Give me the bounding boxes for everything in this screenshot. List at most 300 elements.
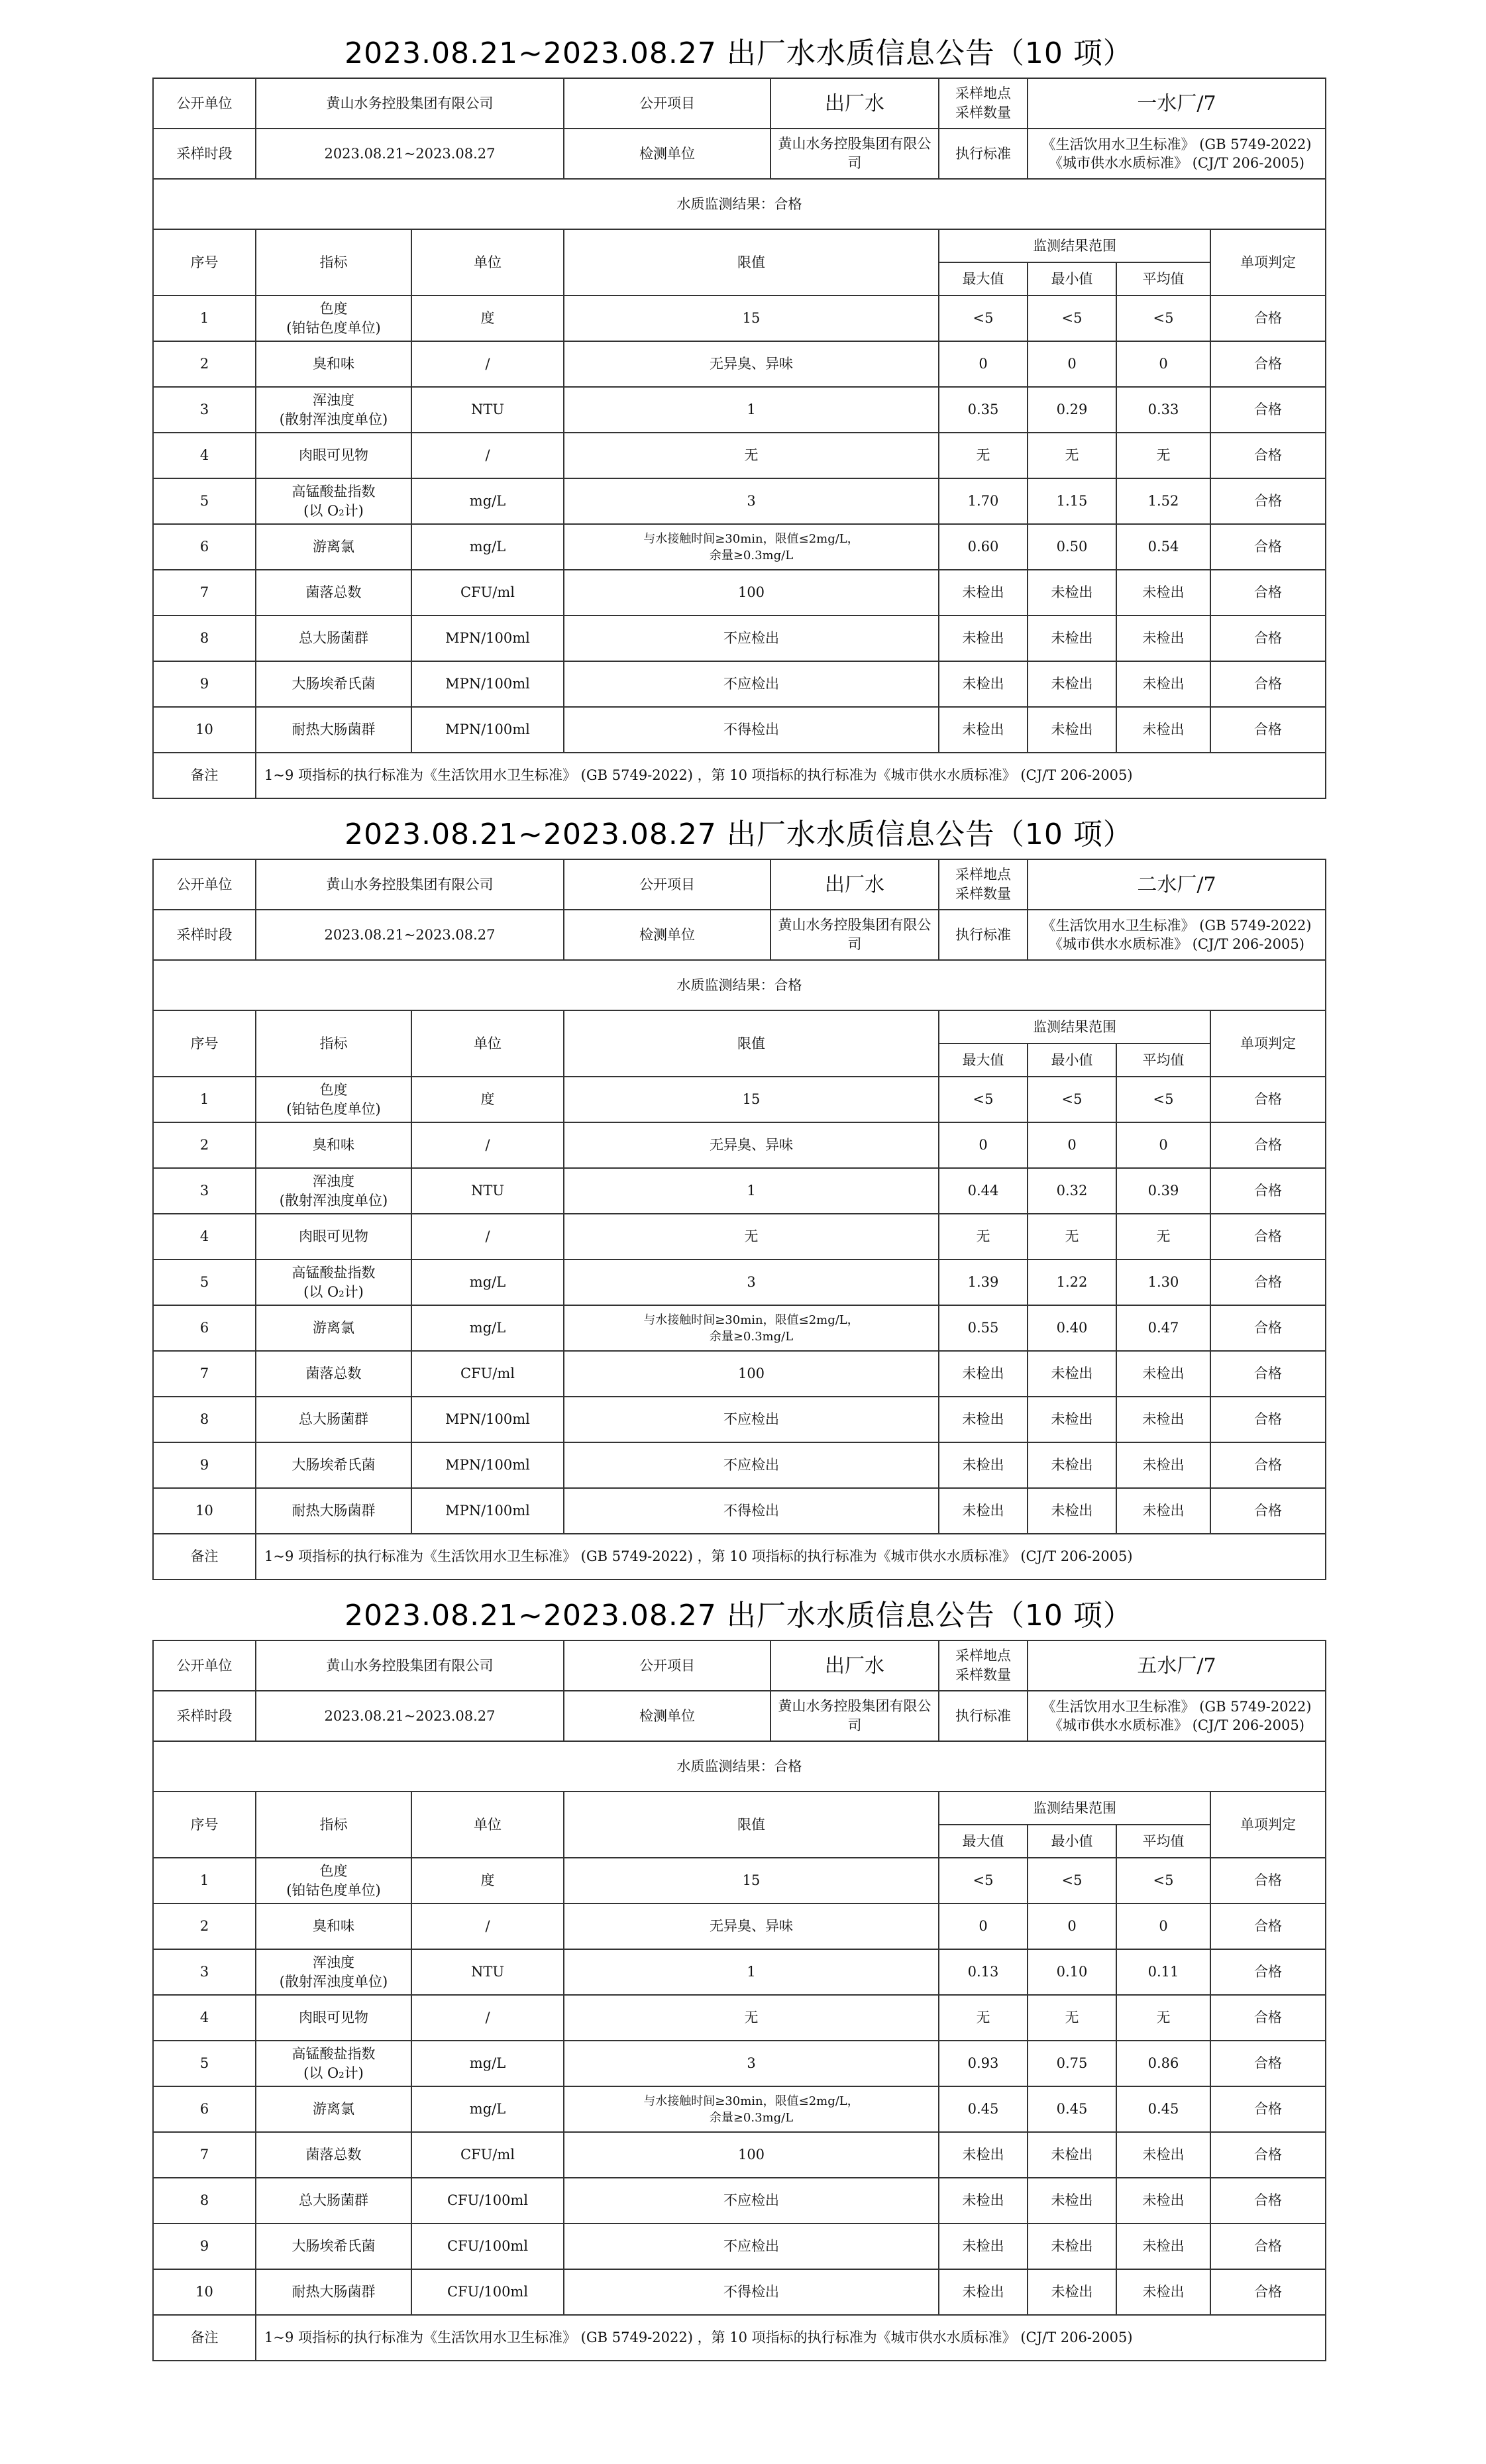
note-label: 备注 bbox=[153, 1534, 256, 1580]
row-min: 未检出 bbox=[1028, 570, 1116, 616]
row-unit: mg/L bbox=[411, 524, 564, 570]
org-label: 公开单位 bbox=[153, 859, 256, 910]
indicator-line: (散射浑浊度单位) bbox=[279, 1192, 388, 1208]
row-unit: / bbox=[411, 1995, 564, 2041]
test-unit-label: 检测单位 bbox=[564, 1691, 770, 1741]
test-unit-label: 检测单位 bbox=[564, 129, 770, 179]
row-min: 未检出 bbox=[1028, 2223, 1116, 2269]
row-min: 1.15 bbox=[1028, 478, 1116, 524]
row-unit: MPN/100ml bbox=[411, 616, 564, 661]
test-unit-label: 检测单位 bbox=[564, 910, 770, 960]
limit-line: 1 bbox=[747, 402, 756, 417]
table-row bbox=[153, 433, 1326, 478]
header-limit: 限值 bbox=[564, 1792, 939, 1858]
row-indicator bbox=[256, 478, 411, 524]
row-index: 3 bbox=[153, 1949, 256, 1995]
row-index: 1 bbox=[153, 1077, 256, 1122]
row-max: 0 bbox=[939, 1903, 1028, 1949]
row-index: 7 bbox=[153, 1351, 256, 1397]
row-avg: 未检出 bbox=[1116, 1351, 1210, 1397]
indicator-line: (散射浑浊度单位) bbox=[279, 411, 388, 427]
indicator-line: 耐热大肠菌群 bbox=[292, 722, 376, 737]
header-verdict: 单项判定 bbox=[1210, 1792, 1326, 1858]
org-value: 黄山水务控股集团有限公司 bbox=[256, 1640, 564, 1691]
row-unit: MPN/100ml bbox=[411, 707, 564, 753]
indicator-line: 耐热大肠菌群 bbox=[292, 2284, 376, 2300]
row-indicator bbox=[256, 1949, 411, 1995]
row-unit: mg/L bbox=[411, 2086, 564, 2132]
row-min: 0.10 bbox=[1028, 1949, 1116, 1995]
row-avg: 未检出 bbox=[1116, 2269, 1210, 2315]
row-verdict: 合格 bbox=[1210, 341, 1326, 387]
header-range: 监测结果范围 bbox=[939, 1010, 1210, 1044]
standard-value bbox=[1028, 1691, 1326, 1741]
indicator-line: 色度 bbox=[319, 1862, 348, 1879]
table-row bbox=[153, 387, 1326, 433]
row-verdict: 合格 bbox=[1210, 1168, 1326, 1214]
row-max: 未检出 bbox=[939, 2132, 1028, 2178]
row-max: 0.35 bbox=[939, 387, 1028, 433]
row-max: 0 bbox=[939, 1122, 1028, 1168]
period-label: 采样时段 bbox=[153, 129, 256, 179]
header-indicator: 指标 bbox=[256, 1792, 411, 1858]
row-min: 无 bbox=[1028, 1214, 1116, 1259]
row-limit bbox=[564, 1949, 939, 1995]
row-limit bbox=[564, 341, 939, 387]
limit-line: 余量≥0.3mg/L bbox=[709, 2110, 794, 2125]
header-unit: 单位 bbox=[411, 1792, 564, 1858]
row-limit bbox=[564, 295, 939, 341]
row-verdict: 合格 bbox=[1210, 2041, 1326, 2086]
row-max: <5 bbox=[939, 1858, 1028, 1903]
header-indicator: 指标 bbox=[256, 1010, 411, 1077]
indicator-line: (以 O₂计) bbox=[303, 1283, 364, 1300]
table-row bbox=[153, 1995, 1326, 2041]
limit-line: 无异臭、异味 bbox=[710, 1918, 793, 1934]
row-index: 3 bbox=[153, 1168, 256, 1214]
row-avg: 0.86 bbox=[1116, 2041, 1210, 2086]
row-avg: 0 bbox=[1116, 1903, 1210, 1949]
limit-line: 1 bbox=[747, 1964, 756, 1980]
standard-line: 《生活饮用水卫生标准》 (GB 5749-2022) bbox=[1041, 136, 1312, 152]
header-index: 序号 bbox=[153, 1792, 256, 1858]
row-limit bbox=[564, 661, 939, 707]
row-verdict: 合格 bbox=[1210, 2178, 1326, 2223]
header-max: 最大值 bbox=[939, 262, 1028, 295]
project-label: 公开项目 bbox=[564, 78, 770, 129]
row-min: 无 bbox=[1028, 433, 1116, 478]
indicator-line: 高锰酸盐指数 bbox=[292, 1264, 376, 1281]
row-indicator bbox=[256, 707, 411, 753]
row-indicator bbox=[256, 1858, 411, 1903]
row-limit bbox=[564, 2086, 939, 2132]
site-value: 一水厂/7 bbox=[1028, 78, 1326, 129]
row-max: 未检出 bbox=[939, 2178, 1028, 2223]
row-unit: CFU/100ml bbox=[411, 2178, 564, 2223]
row-min: 未检出 bbox=[1028, 1351, 1116, 1397]
water-quality-table bbox=[152, 859, 1326, 1580]
limit-line: 15 bbox=[742, 1872, 761, 1888]
row-index: 4 bbox=[153, 1995, 256, 2041]
table-row bbox=[153, 2041, 1326, 2086]
site-label bbox=[939, 859, 1028, 910]
row-max: 未检出 bbox=[939, 661, 1028, 707]
standard-line: 《城市供水水质标准》 (CJ/T 206-2005) bbox=[1049, 936, 1304, 952]
limit-line: 无 bbox=[744, 1228, 759, 1244]
notice-title: 2023.08.21~2023.08.27 出厂水水质信息公告（10 项） bbox=[345, 1599, 1133, 1633]
row-verdict: 合格 bbox=[1210, 2132, 1326, 2178]
row-index: 5 bbox=[153, 478, 256, 524]
limit-line: 无异臭、异味 bbox=[710, 1137, 793, 1153]
table-row bbox=[153, 1259, 1326, 1305]
limit-line: 1 bbox=[747, 1183, 756, 1199]
standard-label: 执行标准 bbox=[939, 129, 1028, 179]
project-value: 出厂水 bbox=[770, 78, 939, 129]
table-row bbox=[153, 2132, 1326, 2178]
row-unit: NTU bbox=[411, 1949, 564, 1995]
row-unit: CFU/ml bbox=[411, 570, 564, 616]
table-row bbox=[153, 1351, 1326, 1397]
indicator-line: 浑浊度 bbox=[313, 1954, 354, 1970]
row-limit bbox=[564, 2041, 939, 2086]
limit-line: 不得检出 bbox=[723, 1503, 779, 1519]
row-unit: CFU/ml bbox=[411, 2132, 564, 2178]
site-label bbox=[939, 1640, 1028, 1691]
row-verdict: 合格 bbox=[1210, 524, 1326, 570]
row-avg: 0.33 bbox=[1116, 387, 1210, 433]
period-value: 2023.08.21~2023.08.27 bbox=[256, 129, 564, 179]
header-avg: 平均值 bbox=[1116, 1044, 1210, 1077]
row-limit bbox=[564, 1259, 939, 1305]
row-limit bbox=[564, 2132, 939, 2178]
row-verdict: 合格 bbox=[1210, 387, 1326, 433]
indicator-line: 肉眼可见物 bbox=[299, 447, 368, 463]
header-indicator: 指标 bbox=[256, 229, 411, 295]
monitoring-result: 水质监测结果：合格 bbox=[153, 179, 1326, 229]
indicator-line: 高锰酸盐指数 bbox=[292, 483, 376, 500]
row-avg: 0.47 bbox=[1116, 1305, 1210, 1351]
row-avg: <5 bbox=[1116, 295, 1210, 341]
row-min: 0.29 bbox=[1028, 387, 1116, 433]
row-min: 未检出 bbox=[1028, 707, 1116, 753]
indicator-line: 肉眼可见物 bbox=[299, 1228, 368, 1244]
test-unit-value: 黄山水务控股集团有限公司 bbox=[770, 910, 939, 960]
row-verdict: 合格 bbox=[1210, 295, 1326, 341]
row-avg: <5 bbox=[1116, 1077, 1210, 1122]
header-unit: 单位 bbox=[411, 229, 564, 295]
row-max: 1.39 bbox=[939, 1259, 1028, 1305]
table-row bbox=[153, 2178, 1326, 2223]
row-avg: 未检出 bbox=[1116, 616, 1210, 661]
limit-line: 3 bbox=[747, 2055, 756, 2071]
table-row bbox=[153, 1442, 1326, 1488]
row-limit bbox=[564, 1122, 939, 1168]
table-row bbox=[153, 1949, 1326, 1995]
row-index: 5 bbox=[153, 1259, 256, 1305]
row-indicator bbox=[256, 341, 411, 387]
row-index: 10 bbox=[153, 707, 256, 753]
header-avg: 平均值 bbox=[1116, 262, 1210, 295]
row-indicator bbox=[256, 524, 411, 570]
row-limit bbox=[564, 1858, 939, 1903]
org-label: 公开单位 bbox=[153, 78, 256, 129]
row-indicator bbox=[256, 1168, 411, 1214]
row-indicator bbox=[256, 1397, 411, 1442]
project-label: 公开项目 bbox=[564, 859, 770, 910]
monitoring-result: 水质监测结果：合格 bbox=[153, 1741, 1326, 1792]
org-value: 黄山水务控股集团有限公司 bbox=[256, 78, 564, 129]
indicator-line: 菌落总数 bbox=[305, 1366, 362, 1381]
row-unit: / bbox=[411, 433, 564, 478]
row-indicator bbox=[256, 1077, 411, 1122]
limit-line: 无 bbox=[744, 447, 759, 463]
table-row bbox=[153, 1305, 1326, 1351]
row-indicator bbox=[256, 1351, 411, 1397]
row-indicator bbox=[256, 433, 411, 478]
row-max: 无 bbox=[939, 1995, 1028, 2041]
row-max: <5 bbox=[939, 1077, 1028, 1122]
row-index: 6 bbox=[153, 1305, 256, 1351]
standard-label: 执行标准 bbox=[939, 910, 1028, 960]
row-unit: mg/L bbox=[411, 1305, 564, 1351]
standard-line: 《生活饮用水卫生标准》 (GB 5749-2022) bbox=[1041, 918, 1312, 934]
row-verdict: 合格 bbox=[1210, 1397, 1326, 1442]
row-indicator bbox=[256, 2269, 411, 2315]
row-verdict: 合格 bbox=[1210, 1122, 1326, 1168]
indicator-line: 总大肠菌群 bbox=[299, 1411, 368, 1427]
project-value: 出厂水 bbox=[770, 1640, 939, 1691]
monitoring-result: 水质监测结果：合格 bbox=[153, 960, 1326, 1010]
standard-label: 执行标准 bbox=[939, 1691, 1028, 1741]
row-max: 未检出 bbox=[939, 1351, 1028, 1397]
row-min: <5 bbox=[1028, 1077, 1116, 1122]
row-unit: CFU/100ml bbox=[411, 2269, 564, 2315]
row-unit: 度 bbox=[411, 295, 564, 341]
row-avg: 0.54 bbox=[1116, 524, 1210, 570]
org-label: 公开单位 bbox=[153, 1640, 256, 1691]
row-unit: / bbox=[411, 1903, 564, 1949]
limit-line: 3 bbox=[747, 493, 756, 509]
row-verdict: 合格 bbox=[1210, 1351, 1326, 1397]
row-verdict: 合格 bbox=[1210, 433, 1326, 478]
row-limit bbox=[564, 1351, 939, 1397]
indicator-line: 总大肠菌群 bbox=[299, 2192, 368, 2208]
row-indicator bbox=[256, 387, 411, 433]
site-label bbox=[939, 78, 1028, 129]
row-unit: MPN/100ml bbox=[411, 1442, 564, 1488]
row-min: 0.40 bbox=[1028, 1305, 1116, 1351]
test-unit-value: 黄山水务控股集团有限公司 bbox=[770, 129, 939, 179]
table-row bbox=[153, 1858, 1326, 1903]
row-limit bbox=[564, 616, 939, 661]
limit-line: 3 bbox=[747, 1274, 756, 1290]
row-index: 9 bbox=[153, 661, 256, 707]
row-indicator bbox=[256, 1995, 411, 2041]
indicator-line: 大肠埃希氏菌 bbox=[292, 1457, 376, 1473]
row-limit bbox=[564, 433, 939, 478]
row-limit bbox=[564, 387, 939, 433]
table-row bbox=[153, 2269, 1326, 2315]
table-row bbox=[153, 616, 1326, 661]
document-page bbox=[152, 30, 1325, 2373]
row-indicator bbox=[256, 2178, 411, 2223]
row-indicator bbox=[256, 1259, 411, 1305]
row-limit bbox=[564, 707, 939, 753]
row-unit: 度 bbox=[411, 1858, 564, 1903]
row-indicator bbox=[256, 570, 411, 616]
row-index: 4 bbox=[153, 1214, 256, 1259]
limit-line: 15 bbox=[742, 310, 761, 326]
row-avg: 0.45 bbox=[1116, 2086, 1210, 2132]
row-avg: 无 bbox=[1116, 1214, 1210, 1259]
header-verdict: 单项判定 bbox=[1210, 229, 1326, 295]
row-unit: / bbox=[411, 341, 564, 387]
row-index: 2 bbox=[153, 1903, 256, 1949]
table-row bbox=[153, 1488, 1326, 1534]
row-indicator bbox=[256, 1214, 411, 1259]
limit-line: 不应检出 bbox=[723, 1457, 779, 1473]
limit-line: 不得检出 bbox=[723, 2284, 779, 2300]
row-avg: 0.11 bbox=[1116, 1949, 1210, 1995]
row-limit bbox=[564, 1442, 939, 1488]
site-value: 二水厂/7 bbox=[1028, 859, 1326, 910]
notice-title: 2023.08.21~2023.08.27 出厂水水质信息公告（10 项） bbox=[345, 818, 1133, 851]
indicator-line: 臭和味 bbox=[313, 1918, 354, 1934]
site-label-line: 采样地点 bbox=[955, 85, 1011, 101]
header-avg: 平均值 bbox=[1116, 1825, 1210, 1858]
row-max: 未检出 bbox=[939, 570, 1028, 616]
table-row bbox=[153, 2223, 1326, 2269]
row-limit bbox=[564, 2223, 939, 2269]
site-label-line: 采样地点 bbox=[955, 1648, 1011, 1664]
row-index: 8 bbox=[153, 616, 256, 661]
table-row bbox=[153, 341, 1326, 387]
header-max: 最大值 bbox=[939, 1825, 1028, 1858]
note-label: 备注 bbox=[153, 753, 256, 798]
limit-line: 与水接触时间≥30min，限值≤2mg/L， bbox=[643, 1312, 859, 1327]
table-row bbox=[153, 661, 1326, 707]
row-avg: <5 bbox=[1116, 1858, 1210, 1903]
row-unit: mg/L bbox=[411, 478, 564, 524]
water-quality-table bbox=[152, 1640, 1326, 2361]
row-max: 无 bbox=[939, 433, 1028, 478]
header-max: 最大值 bbox=[939, 1044, 1028, 1077]
table-row bbox=[153, 1903, 1326, 1949]
limit-line: 与水接触时间≥30min，限值≤2mg/L， bbox=[643, 531, 859, 546]
row-avg: 无 bbox=[1116, 433, 1210, 478]
limit-line: 余量≥0.3mg/L bbox=[709, 548, 794, 562]
row-limit bbox=[564, 1214, 939, 1259]
header-range: 监测结果范围 bbox=[939, 229, 1210, 262]
row-min: 无 bbox=[1028, 1995, 1116, 2041]
table-row bbox=[153, 1168, 1326, 1214]
row-max: 未检出 bbox=[939, 707, 1028, 753]
header-verdict: 单项判定 bbox=[1210, 1010, 1326, 1077]
limit-line: 100 bbox=[737, 1366, 765, 1381]
notice-section bbox=[152, 1592, 1325, 2361]
row-max: 1.70 bbox=[939, 478, 1028, 524]
indicator-line: 游离氯 bbox=[313, 1320, 354, 1336]
table-row bbox=[153, 1077, 1326, 1122]
row-verdict: 合格 bbox=[1210, 1488, 1326, 1534]
row-verdict: 合格 bbox=[1210, 616, 1326, 661]
row-verdict: 合格 bbox=[1210, 1858, 1326, 1903]
indicator-line: 总大肠菌群 bbox=[299, 630, 368, 646]
table-row bbox=[153, 707, 1326, 753]
note-text: 1~9 项指标的执行标准为《生活饮用水卫生标准》 (GB 5749-2022) ，第 10 项指标的执行标准为《城市供水水质标准》 (CJ/T 206-2005) bbox=[256, 753, 1326, 798]
row-limit bbox=[564, 1168, 939, 1214]
limit-line: 无异臭、异味 bbox=[710, 356, 793, 372]
header-min: 最小值 bbox=[1028, 262, 1116, 295]
row-avg: 未检出 bbox=[1116, 2132, 1210, 2178]
limit-line: 与水接触时间≥30min，限值≤2mg/L， bbox=[643, 2094, 859, 2108]
limit-line: 不应检出 bbox=[723, 1411, 779, 1427]
row-index: 10 bbox=[153, 2269, 256, 2315]
row-index: 5 bbox=[153, 2041, 256, 2086]
indicator-line: (铂钴色度单位) bbox=[286, 319, 381, 336]
row-index: 8 bbox=[153, 2178, 256, 2223]
row-min: 未检出 bbox=[1028, 661, 1116, 707]
limit-line: 不应检出 bbox=[723, 2192, 779, 2208]
period-value: 2023.08.21~2023.08.27 bbox=[256, 1691, 564, 1741]
row-verdict: 合格 bbox=[1210, 1214, 1326, 1259]
row-indicator bbox=[256, 1488, 411, 1534]
notice-section bbox=[152, 30, 1325, 799]
row-indicator bbox=[256, 616, 411, 661]
limit-line: 不得检出 bbox=[723, 722, 779, 737]
row-unit: NTU bbox=[411, 1168, 564, 1214]
indicator-line: (以 O₂计) bbox=[303, 502, 364, 519]
row-verdict: 合格 bbox=[1210, 1995, 1326, 2041]
indicator-line: 高锰酸盐指数 bbox=[292, 2045, 376, 2062]
row-unit: CFU/100ml bbox=[411, 2223, 564, 2269]
site-value: 五水厂/7 bbox=[1028, 1640, 1326, 1691]
limit-line: 15 bbox=[742, 1091, 761, 1107]
row-index: 1 bbox=[153, 295, 256, 341]
row-min: 0 bbox=[1028, 1903, 1116, 1949]
row-index: 9 bbox=[153, 1442, 256, 1488]
table-row bbox=[153, 1397, 1326, 1442]
row-min: 0 bbox=[1028, 1122, 1116, 1168]
row-max: 未检出 bbox=[939, 2223, 1028, 2269]
row-min: 未检出 bbox=[1028, 1397, 1116, 1442]
indicator-line: (以 O₂计) bbox=[303, 2064, 364, 2081]
row-min: 未检出 bbox=[1028, 2269, 1116, 2315]
row-avg: 无 bbox=[1116, 1995, 1210, 2041]
header-unit: 单位 bbox=[411, 1010, 564, 1077]
row-verdict: 合格 bbox=[1210, 1949, 1326, 1995]
row-limit bbox=[564, 2269, 939, 2315]
notice-section bbox=[152, 811, 1325, 1580]
row-verdict: 合格 bbox=[1210, 2223, 1326, 2269]
indicator-line: 游离氯 bbox=[313, 2101, 354, 2117]
row-limit bbox=[564, 1305, 939, 1351]
row-index: 1 bbox=[153, 1858, 256, 1903]
header-min: 最小值 bbox=[1028, 1825, 1116, 1858]
row-indicator bbox=[256, 2132, 411, 2178]
row-indicator bbox=[256, 1305, 411, 1351]
header-limit: 限值 bbox=[564, 229, 939, 295]
site-label-line: 采样数量 bbox=[955, 886, 1011, 902]
indicator-line: 臭和味 bbox=[313, 1137, 354, 1153]
indicator-line: 肉眼可见物 bbox=[299, 2009, 368, 2025]
row-avg: 1.30 bbox=[1116, 1259, 1210, 1305]
site-label-line: 采样数量 bbox=[955, 105, 1011, 121]
row-min: 0.32 bbox=[1028, 1168, 1116, 1214]
row-limit bbox=[564, 1995, 939, 2041]
row-index: 6 bbox=[153, 524, 256, 570]
row-max: 0.60 bbox=[939, 524, 1028, 570]
